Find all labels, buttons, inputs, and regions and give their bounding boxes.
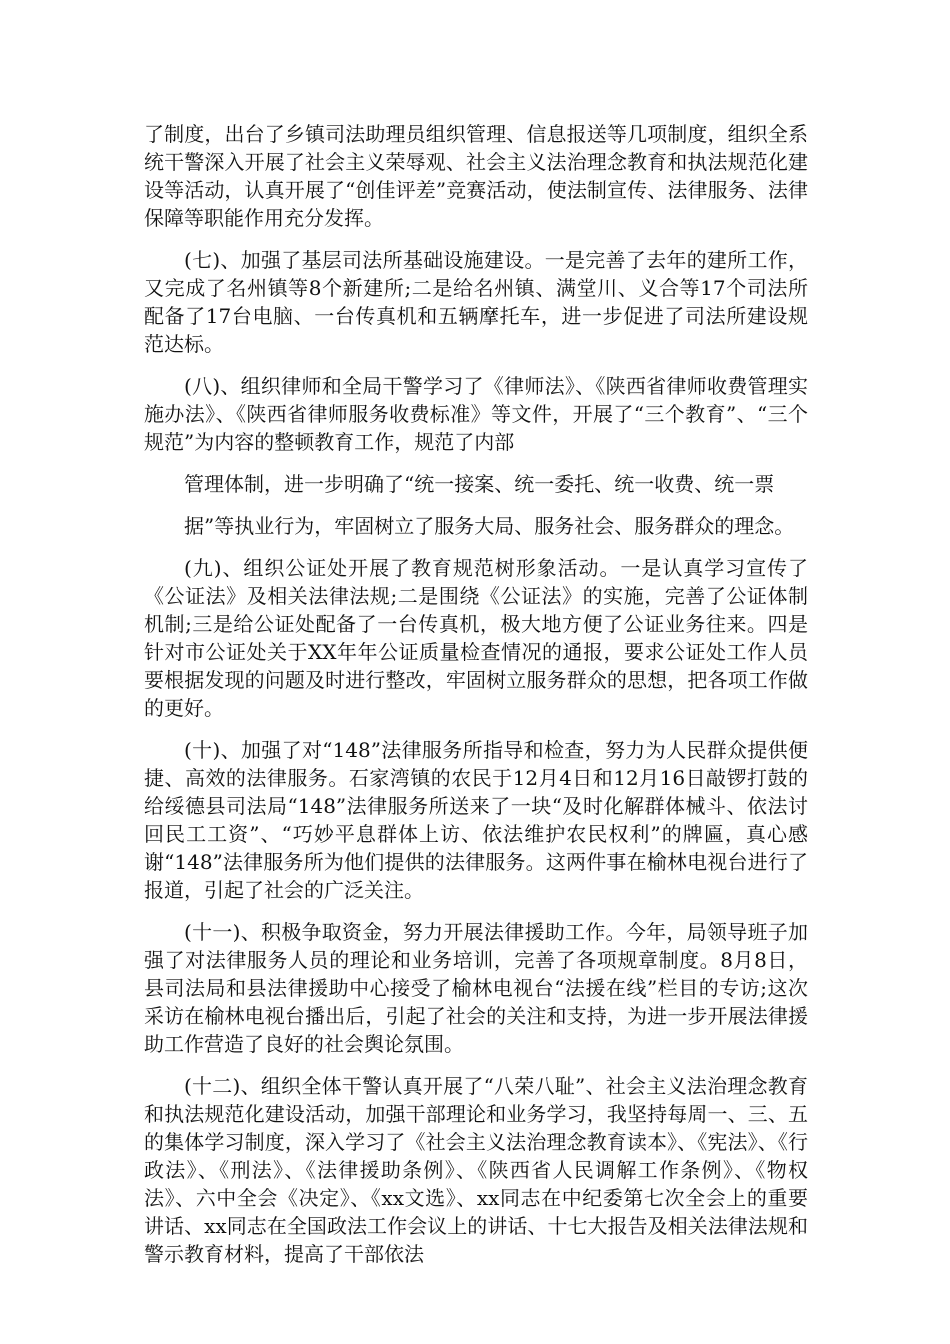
paragraph-9: (九)、组织公证处开展了教育规范树形象活动。一是认真学习宣传了《公证法》及相关法律法规;二是围绕《公证法》的实施，完善了公证体制机制;三是给公证处配备了一台传真机，极大地方便了公证业务往来。四是针对市公证处关于XX年年公证质量检查情况的通报，要求公证处工作人员要根据发现的问题及时进行整改，牢固树立服务群众的思想，把各项工作做的更好。 [144,556,808,720]
paragraph-8: (八)、组织律师和全局干警学习了《律师法》、《陕西省律师收费管理实施办法》、《陕西省律师服务收费标准》等文件，开展了“三个教育”、“三个规范”为内容的整顿教育工作，规范了内部 [144,374,808,454]
paragraph-8-line-3: 据”等执业行为，牢固树立了服务大局、服务社会、服务群众的理念。 [184,514,795,538]
paragraph-8-line-2: 管理体制，进一步明确了“统一接案、统一委托、统一收费、统一票 [184,472,775,496]
paragraph-11: (十一)、积极争取资金，努力开展法律援助工作。今年，局领导班子加强了对法律服务人员的理论和业务培训，完善了各项规章制度。8月8日，县司法局和县法律援助中心接受了榆林电视台“法援在线”栏目的专访;这次采访在榆林电视台播出后，引起了社会的关注和支持，为进一步开展法律援助工作营造了良好的社会舆论氛围。 [144,920,808,1056]
document-body [144,120,808,1282]
paragraph-10: (十)、加强了对“148”法律服务所指导和检查，努力为人民群众提供便捷、高效的法律服务。石家湾镇的农民于12月4日和12月16日敲锣打鼓的给绥德县司法局“148”法律服务所送来了一块“及时化解群体械斗、依法讨回民工工资”、“巧妙平息群体上访、依法维护农民权利”的牌匾，真心感谢“148”法律服务所为他们提供的法律服务。这两件事在榆林电视台进行了报道，引起了社会的广泛关注。 [144,738,808,902]
paragraph-7: (七)、加强了基层司法所基础设施建设。一是完善了去年的建所工作，又完成了名州镇等8个新建所;二是给名州镇、满堂川、义合等17个司法所配备了17台电脑、一台传真机和五辆摩托车，进一步促进了司法所建设规范达标。 [144,248,808,356]
paragraph-12: (十二)、组织全体干警认真开展了“八荣八耻”、社会主义法治理念教育和执法规范化建设活动，加强干部理论和业务学习，我坚持每周一、三、五的集体学习制度，深入学习了《社会主义法治理念教育读本》、《宪法》、《行政法》、《刑法》、《法律援助条例》、《陕西省人民调解工作条例》、《物权法》、六中全会《决定》、《xx文选》、xx同志在中纪委第七次全会上的重要讲话、xx同志在全国政法工作会议上的讲话、十七大报告及相关法律法规和警示教育材料，提高了干部依法 [144,1074,808,1266]
paragraph-continuation: 了制度，出台了乡镇司法助理员组织管理、信息报送等几项制度，组织全系统干警深入开展了社会主义荣辱观、社会主义法治理念教育和执法规范化建设等活动，认真开展了“创佳评差”竞赛活动，使法制宣传、法律服务、法律保障等职能作用充分发挥。 [144,122,808,230]
